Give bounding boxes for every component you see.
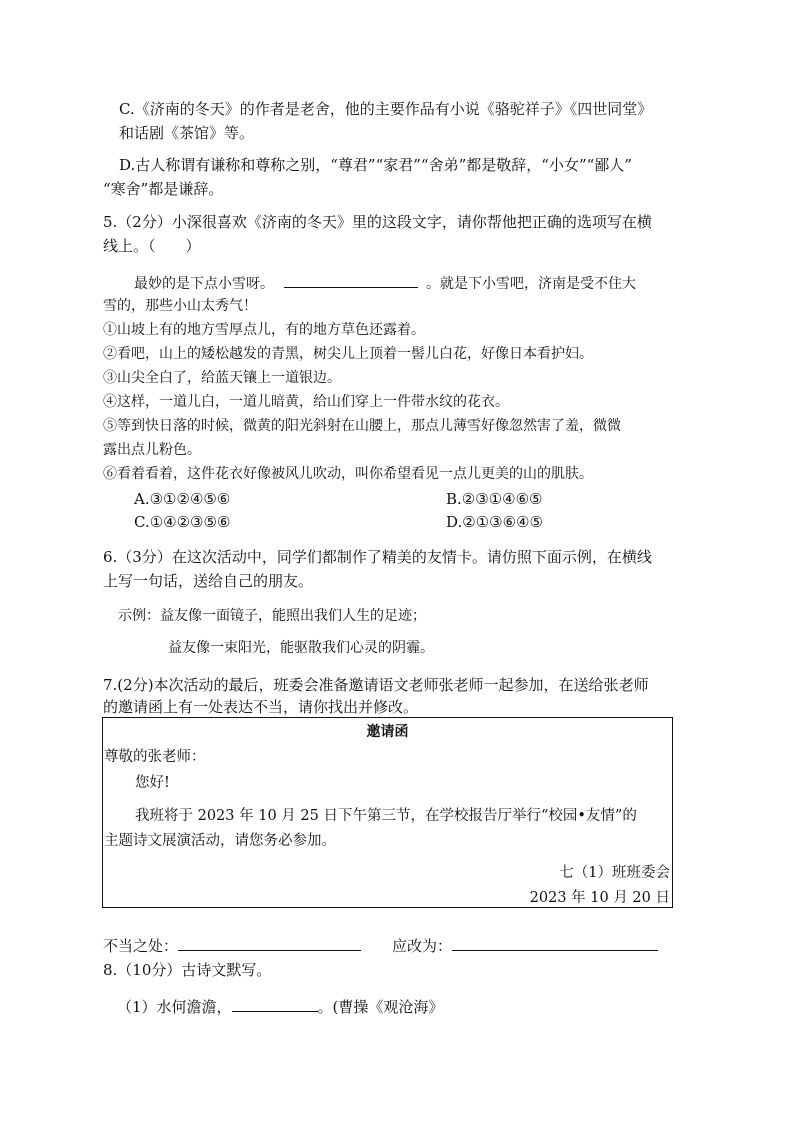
q5-choice-d: D.②①③⑥④⑤ (446, 513, 543, 531)
q5-item-5-cont: 露出点儿粉色。 (103, 442, 201, 458)
letter-salutation: 尊敬的张老师： (104, 749, 206, 765)
q5-item-4: ④这样，一道儿白，一道儿暗黄，给山们穿上一件带水纹的花衣。 (103, 394, 509, 410)
option-c-line1: C.《济南的冬天》的作者是老舍，他的主要作品有小说《骆驼祥子》《四世同堂》 (119, 100, 653, 118)
letter-date: 2023 年 10 月 20 日 (529, 890, 670, 906)
q5-stem-line1: 5.（2分）小深很喜欢《济南的冬天》里的这段文字，请你帮他把正确的选项写在横 (103, 213, 652, 231)
q7-wrong-blank[interactable] (178, 935, 361, 951)
q7-answer-row (103, 935, 658, 956)
q7-fix-label: 应改为： (392, 937, 453, 955)
q8-item-1 (117, 996, 443, 1017)
q5-item-6: ⑥看着看着，这件花衣好像被风儿吹动，叫你希望看见一点儿更美的山的肌肤。 (103, 466, 593, 482)
q5-item-5: ⑤等到快日落的时候，微黄的阳光斜射在山腰上，那点儿薄雪好像忽然害了羞，微微 (103, 418, 621, 434)
letter-body-line1: 我班将于 2023 年 10 月 25 日下午第三节，在学校报告厅举行“校园•友情”的 (135, 808, 637, 824)
q5-choice-b: B.②③①④⑥⑤ (446, 490, 543, 508)
q7-stem-line2: 的邀请函上有一处表达不当，请你找出并修改。 (103, 698, 419, 716)
q5-passage-a: 最妙的是下点小雪呀。 (134, 276, 274, 292)
option-d-line2: “寒舍”都是谦辞。 (103, 180, 224, 198)
q5-item-3: ③山尖全白了，给蓝天镶上一道银边。 (103, 370, 341, 386)
q7-stem-line1: 7.(2分)本次活动的最后，班委会准备邀请语文老师张老师一起参加，在送给张老师 (103, 676, 649, 694)
invitation-letter (102, 717, 673, 908)
letter-title: 邀请函 (366, 724, 409, 740)
q8-item1-prefix: （1）水何澹澹， (117, 998, 232, 1016)
option-c-line2: 和话剧《茶馆》等。 (119, 124, 255, 142)
q7-fix-blank[interactable] (452, 935, 658, 951)
q8-item1-suffix: 。(曹操《观沧海》 (317, 998, 444, 1016)
q8-title: 8.（10分）古诗文默写。 (103, 961, 272, 979)
q5-choice-a: A.③①②④⑤⑥ (134, 490, 231, 508)
letter-sender: 七（1）班班委会 (559, 865, 670, 881)
q5-choice-c: C.①④②③⑤⑥ (134, 513, 231, 531)
q5-item-1: ①山坡上有的地方雪厚点儿，有的地方草色还露着。 (103, 322, 425, 338)
q5-stem-line2: 线上。（ ） (103, 237, 201, 255)
option-d-line1: D.古人称谓有谦称和尊称之别，“尊君”“家君”“舍弟”都是敬辞，“小女”“鄙人” (119, 156, 632, 174)
q5-passage-line2: 雪的，那些小山太秀气！ (103, 298, 257, 314)
letter-body-line2: 主题诗文展演活动，请您务必参加。 (104, 833, 336, 849)
q5-answer-blank[interactable] (284, 272, 418, 288)
q5-item-2: ②看吧，山上的矮松越发的青黑，树尖儿上顶着一髻儿白花，好像日本看护妇。 (103, 346, 593, 362)
q5-passage-line1 (134, 272, 636, 294)
q5-passage-b: 。就是下小雪吧，济南是受不住大 (426, 276, 636, 292)
q7-wrong-label: 不当之处： (103, 937, 179, 955)
q6-stem-line2: 上写一句话，送给自己的朋友。 (103, 572, 314, 590)
q6-example-1: 示例：益友像一面镜子，能照出我们人生的足迹； (118, 608, 426, 624)
letter-greeting: 您好! (135, 775, 170, 791)
q6-stem-line1: 6.（3分）在这次活动中，同学们都制作了精美的友情卡。请仿照下面示例，在横线 (103, 548, 652, 566)
q6-example-2: 益友像一束阳光，能驱散我们心灵的阴霾。 (168, 640, 434, 656)
q8-item1-blank[interactable] (232, 996, 318, 1012)
